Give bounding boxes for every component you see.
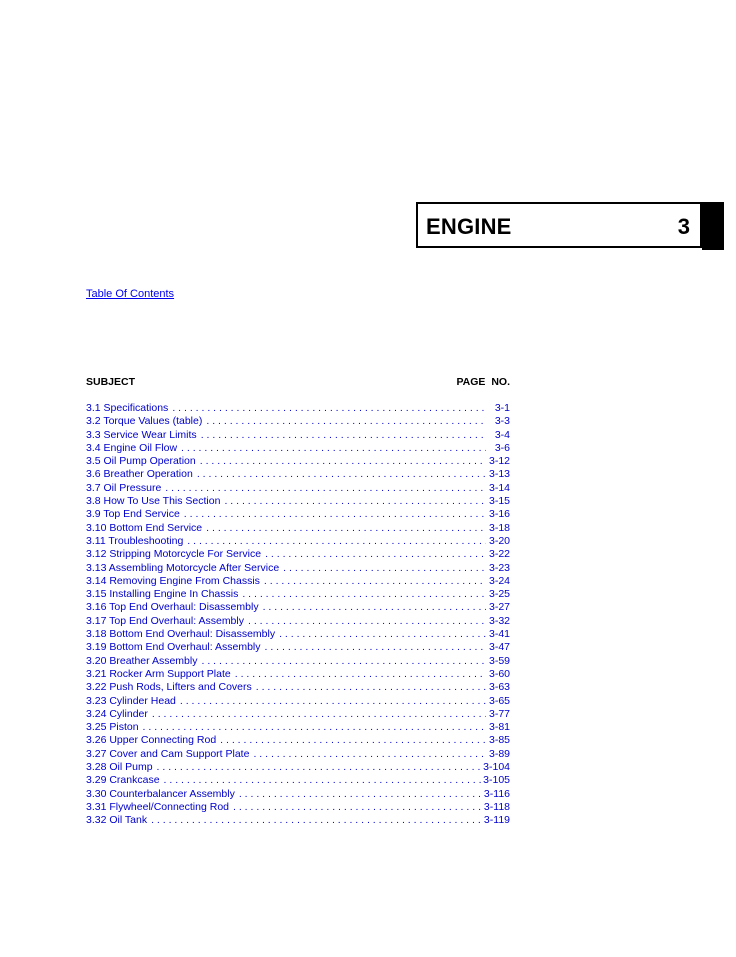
toc-entry-page: 3-81: [488, 721, 510, 734]
toc-entry[interactable]: [86, 734, 510, 747]
toc-leader-dots: [248, 615, 486, 628]
toc-leader-dots: [206, 522, 486, 535]
toc-entry-page: 3-4: [494, 428, 510, 441]
toc-entry-page: 3-32: [488, 614, 510, 627]
toc-leader-dots: [181, 442, 486, 455]
toc-entry[interactable]: [86, 535, 510, 548]
toc-entry-label: 3.27 Cover and Cam Support Plate: [86, 747, 250, 760]
toc-leader-dots: [201, 655, 486, 668]
toc-entry-page: 3-118: [483, 800, 510, 813]
toc-entry-label: 3.30 Counterbalancer Assembly: [86, 787, 235, 800]
page-no-header: PAGE NO.: [456, 376, 510, 388]
toc-entry[interactable]: [86, 402, 510, 415]
toc-entry-label: 3.13 Assembling Motorcycle After Service: [86, 561, 280, 574]
toc-entry[interactable]: [86, 761, 510, 774]
toc-entry-label: 3.14 Removing Engine From Chassis: [86, 574, 260, 587]
toc-entry[interactable]: [86, 508, 510, 521]
toc-leader-dots: [253, 748, 486, 761]
toc-leader-dots: [201, 429, 486, 442]
toc-entry-label: 3.18 Bottom End Overhaul: Disassembly: [86, 628, 276, 641]
toc-entry-page: 3-77: [488, 707, 510, 720]
toc-entry-label: 3.21 Rocker Arm Support Plate: [86, 667, 231, 680]
toc-leader-dots: [235, 668, 486, 681]
toc-entry-page: 3-60: [488, 667, 510, 680]
toc-entry-page: 3-12: [488, 455, 510, 468]
toc-entry-page: 3-23: [488, 561, 510, 574]
toc-entry[interactable]: [86, 468, 510, 481]
toc-entry-label: 3.1 Specifications: [86, 402, 169, 414]
toc-leader-dots: [151, 814, 482, 827]
toc-entry-label: 3.5 Oil Pump Operation: [86, 455, 196, 468]
toc-entry-label: 3.2 Torque Values (table): [86, 415, 203, 428]
toc-entry-page: 3-13: [488, 468, 510, 481]
toc-entry[interactable]: [86, 442, 510, 455]
toc-entry[interactable]: [86, 681, 510, 694]
toc-leader-dots: [265, 641, 486, 654]
toc-leader-dots: [224, 495, 486, 508]
toc-entry-page: 3-3: [494, 415, 510, 428]
toc-entry-label: 3.28 Oil Pump: [86, 761, 153, 774]
toc-list: [86, 402, 510, 828]
toc-leader-dots: [200, 455, 486, 468]
toc-entry-label: 3.17 Top End Overhaul: Assembly: [86, 614, 244, 627]
toc-leader-dots: [197, 468, 486, 481]
toc-leader-dots: [279, 628, 486, 641]
toc-leader-dots: [187, 535, 486, 548]
toc-entry-page: 3-65: [488, 694, 510, 707]
toc-entry-page: 3-14: [488, 481, 510, 494]
toc-entry-label: 3.9 Top End Service: [86, 508, 180, 521]
toc-entry[interactable]: [86, 429, 510, 442]
toc-entry-page: 3-89: [488, 747, 510, 760]
toc-entry[interactable]: [86, 455, 510, 468]
toc-entry[interactable]: [86, 415, 510, 428]
toc-entry-page: 3-27: [488, 601, 510, 614]
toc-entry[interactable]: [86, 522, 510, 535]
toc-leader-dots: [265, 548, 486, 561]
toc-entry-label: 3.7 Oil Pressure: [86, 481, 162, 494]
toc-entry[interactable]: [86, 482, 510, 495]
chapter-tab-bar: [702, 202, 724, 250]
toc-entry-page: 3-18: [488, 521, 510, 534]
toc-entry[interactable]: [86, 788, 510, 801]
toc-entry[interactable]: [86, 748, 510, 761]
toc-entry[interactable]: [86, 655, 510, 668]
toc-entry-page: 3-24: [488, 574, 510, 587]
toc-leader-dots: [256, 681, 486, 694]
toc-entry[interactable]: [86, 495, 510, 508]
toc-entry[interactable]: [86, 588, 510, 601]
chapter-header: [416, 202, 702, 248]
toc-entry[interactable]: [86, 695, 510, 708]
toc-entry[interactable]: [86, 575, 510, 588]
toc-leader-dots: [143, 721, 486, 734]
toc-entry[interactable]: [86, 641, 510, 654]
toc-entry[interactable]: [86, 615, 510, 628]
toc-entry[interactable]: [86, 548, 510, 561]
toc-entry[interactable]: [86, 721, 510, 734]
toc-entry-page: 3-59: [488, 654, 510, 667]
toc-leader-dots: [264, 575, 486, 588]
toc-leader-dots: [242, 588, 486, 601]
toc-entry[interactable]: [86, 708, 510, 721]
toc-entry[interactable]: [86, 668, 510, 681]
toc-entry-label: 3.6 Breather Operation: [86, 468, 193, 481]
toc-leader-dots: [233, 801, 482, 814]
toc-entry[interactable]: [86, 801, 510, 814]
toc-entry-label: 3.8 How To Use This Section: [86, 495, 221, 508]
toc-entry-label: 3.16 Top End Overhaul: Disassembly: [86, 601, 259, 614]
subject-header: SUBJECT: [86, 376, 136, 388]
toc-entry-label: 3.11 Troubleshooting: [86, 534, 184, 547]
toc-leader-dots: [152, 708, 486, 721]
toc-entry[interactable]: [86, 562, 510, 575]
toc-entry-label: 3.10 Bottom End Service: [86, 521, 203, 534]
table-of-contents-link[interactable]: Table Of Contents: [86, 288, 175, 300]
toc-entry-page: 3-105: [483, 774, 510, 787]
chapter-number: 3: [677, 214, 690, 239]
toc-entry-label: 3.3 Service Wear Limits: [86, 428, 197, 441]
toc-headers: [86, 376, 510, 388]
toc-leader-dots: [165, 482, 486, 495]
toc-entry-page: 3-104: [483, 761, 510, 774]
toc-entry-page: 3-116: [483, 787, 510, 800]
toc-entry-label: 3.26 Upper Connecting Rod: [86, 734, 217, 747]
toc-entry-label: 3.24 Cylinder: [86, 707, 148, 720]
toc-leader-dots: [164, 774, 482, 787]
toc-entry-label: 3.15 Installing Engine In Chassis: [86, 588, 239, 601]
toc-entry-page: 3-41: [488, 628, 510, 641]
toc-entry-page: 3-25: [488, 588, 510, 601]
toc-entry-page: 3-6: [494, 441, 510, 454]
toc-entry-page: 3-16: [488, 508, 510, 521]
toc-entry-page: 3-47: [488, 641, 510, 654]
toc-leader-dots: [283, 562, 486, 575]
toc-entry-label: 3.22 Push Rods, Lifters and Covers: [86, 681, 252, 694]
toc-entry-label: 3.19 Bottom End Overhaul: Assembly: [86, 641, 261, 654]
toc-leader-dots: [206, 415, 486, 428]
toc-leader-dots: [239, 788, 482, 801]
toc-entry-page: 3-119: [483, 814, 510, 827]
toc-leader-dots: [263, 601, 486, 614]
toc-entry-page: 3-15: [488, 495, 510, 508]
chapter-title: ENGINE: [426, 214, 512, 239]
toc-entry-page: 3-22: [488, 548, 510, 561]
toc-entry-page: 3-1: [494, 402, 510, 414]
toc-leader-dots: [180, 695, 486, 708]
toc-entry-page: 3-85: [488, 734, 510, 747]
toc-entry-label: 3.20 Breather Assembly: [86, 654, 198, 667]
toc-entry[interactable]: [86, 601, 510, 614]
toc-entry-page: 3-20: [488, 534, 510, 547]
toc-entry-label: 3.29 Crankcase: [86, 774, 160, 787]
toc-leader-dots: [220, 734, 486, 747]
toc-leader-dots: [172, 402, 486, 415]
toc-entry[interactable]: [86, 628, 510, 641]
toc-entry-label: 3.12 Stripping Motorcycle For Service: [86, 548, 262, 561]
toc-entry-page: 3-63: [488, 681, 510, 694]
toc-entry-label: 3.31 Flywheel/Connecting Rod: [86, 800, 230, 813]
toc-entry[interactable]: [86, 814, 510, 827]
toc-leader-dots: [157, 761, 482, 774]
toc-entry-label: 3.32 Oil Tank: [86, 814, 148, 827]
toc-entry-label: 3.4 Engine Oil Flow: [86, 441, 178, 454]
toc-entry-label: 3.23 Cylinder Head: [86, 694, 176, 707]
toc-leader-dots: [184, 508, 486, 521]
toc-entry[interactable]: [86, 774, 510, 787]
toc-entry-label: 3.25 Piston: [86, 721, 139, 734]
